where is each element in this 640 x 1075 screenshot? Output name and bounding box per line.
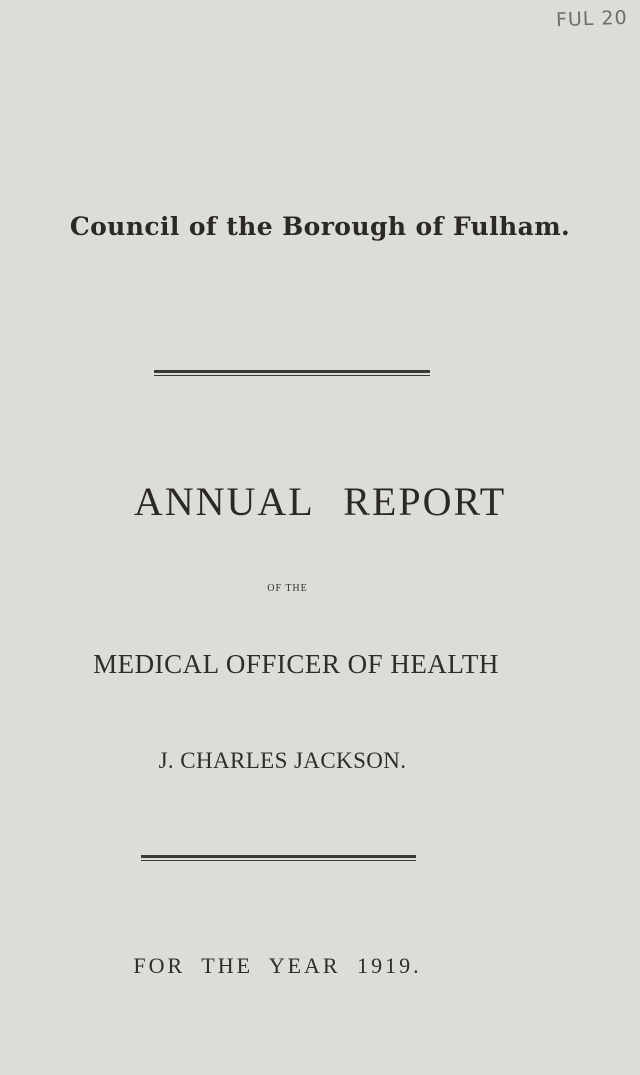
office-title: MEDICAL OFFICER OF HEALTH — [93, 649, 499, 679]
report-year: FOR THE YEAR 1919. — [133, 953, 422, 978]
top-double-rule — [154, 370, 430, 376]
archive-code: FUL 20 — [555, 6, 629, 32]
of-the-caption: OF THE — [267, 583, 308, 594]
bottom-double-rule — [141, 855, 416, 861]
officer-name: J. CHARLES JACKSON. — [158, 748, 407, 773]
report-title: ANNUAL REPORT — [133, 479, 507, 524]
council-heading: Council of the Borough of Fulham. — [69, 212, 571, 241]
